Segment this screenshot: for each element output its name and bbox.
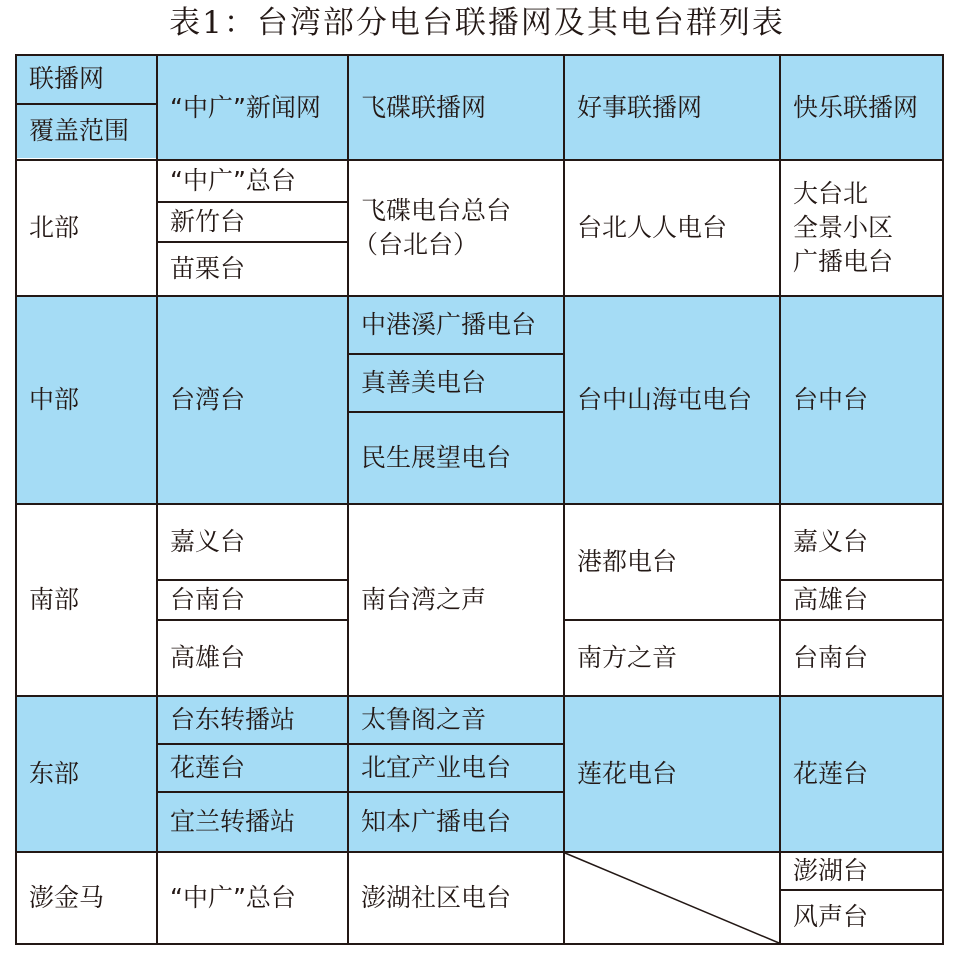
- region-east: 东部: [16, 696, 157, 852]
- east-zg-1: 台东转播站: [157, 696, 348, 744]
- header-haoshi: 好事联播网: [564, 55, 780, 160]
- east-fd-1: 太鲁阁之音: [348, 696, 564, 744]
- north-kuaile-line-3: 广播电台: [793, 247, 894, 276]
- north-zg-1: “中广”总台: [170, 166, 296, 195]
- south-kl-3: 台南台: [793, 643, 869, 672]
- north-feidie-line-2: （台北台）: [353, 230, 479, 259]
- penghu-feidie: 澎湖社区电台: [361, 883, 512, 912]
- region-north: 北部: [29, 213, 80, 242]
- east-zg-3: 宜兰转播站: [157, 792, 348, 852]
- central-fd-1: 中港溪广播电台: [348, 296, 564, 354]
- central-zg: 台湾台: [157, 296, 348, 504]
- south-zg-2: 台南台: [170, 585, 246, 614]
- region-penghu: 澎金马: [29, 883, 105, 912]
- north-feidie-line-1: 飞碟电台总台: [361, 196, 512, 225]
- north-kuaile-line-1: 大台北: [793, 179, 869, 208]
- penghu-kl-1: 澎湖台: [793, 856, 869, 885]
- south-haoshi-2: 南方之音: [577, 643, 678, 672]
- header-feidie: 飞碟联播网: [348, 55, 564, 160]
- region-central: 中部: [16, 296, 157, 504]
- south-kl-1: 嘉义台: [793, 527, 869, 556]
- penghu-zg: “中广”总台: [170, 883, 296, 912]
- south-zg-1: 嘉义台: [170, 527, 246, 556]
- central-fd-3: 民生展望电台: [348, 412, 564, 504]
- penghu-kl-2: 风声台: [793, 902, 869, 931]
- east-fd-3: 知本广播电台: [348, 792, 564, 852]
- central-fd-2: 真善美电台: [348, 354, 564, 412]
- region-south: 南部: [29, 585, 80, 614]
- south-feidie: 南台湾之声: [361, 585, 487, 614]
- east-fd-2: 北宜产业电台: [348, 744, 564, 792]
- header-zhongguang: “中广”新闻网: [157, 55, 348, 160]
- south-haoshi-1: 港都电台: [577, 547, 678, 576]
- east-kuaile: 花莲台: [780, 696, 943, 852]
- corner-top: 联播网: [16, 55, 157, 103]
- south-kl-2: 高雄台: [793, 585, 869, 614]
- north-zg-3: 苗栗台: [170, 254, 246, 283]
- table-title: 表1：台湾部分电台联播网及其电台群列表: [169, 5, 785, 41]
- east-haoshi: 莲花电台: [564, 696, 780, 852]
- north-haoshi: 台北人人电台: [577, 213, 728, 242]
- north-zg-2: 新竹台: [170, 207, 246, 236]
- central-kuaile: 台中台: [780, 296, 943, 504]
- north-kuaile-line-2: 全景小区: [793, 213, 894, 242]
- south-zg-3: 高雄台: [170, 643, 246, 672]
- corner-bottom: 覆盖范围: [16, 104, 157, 158]
- east-zg-2: 花莲台: [157, 744, 348, 792]
- central-haoshi: 台中山海屯电台: [564, 296, 780, 504]
- header-kuaile: 快乐联播网: [780, 55, 943, 160]
